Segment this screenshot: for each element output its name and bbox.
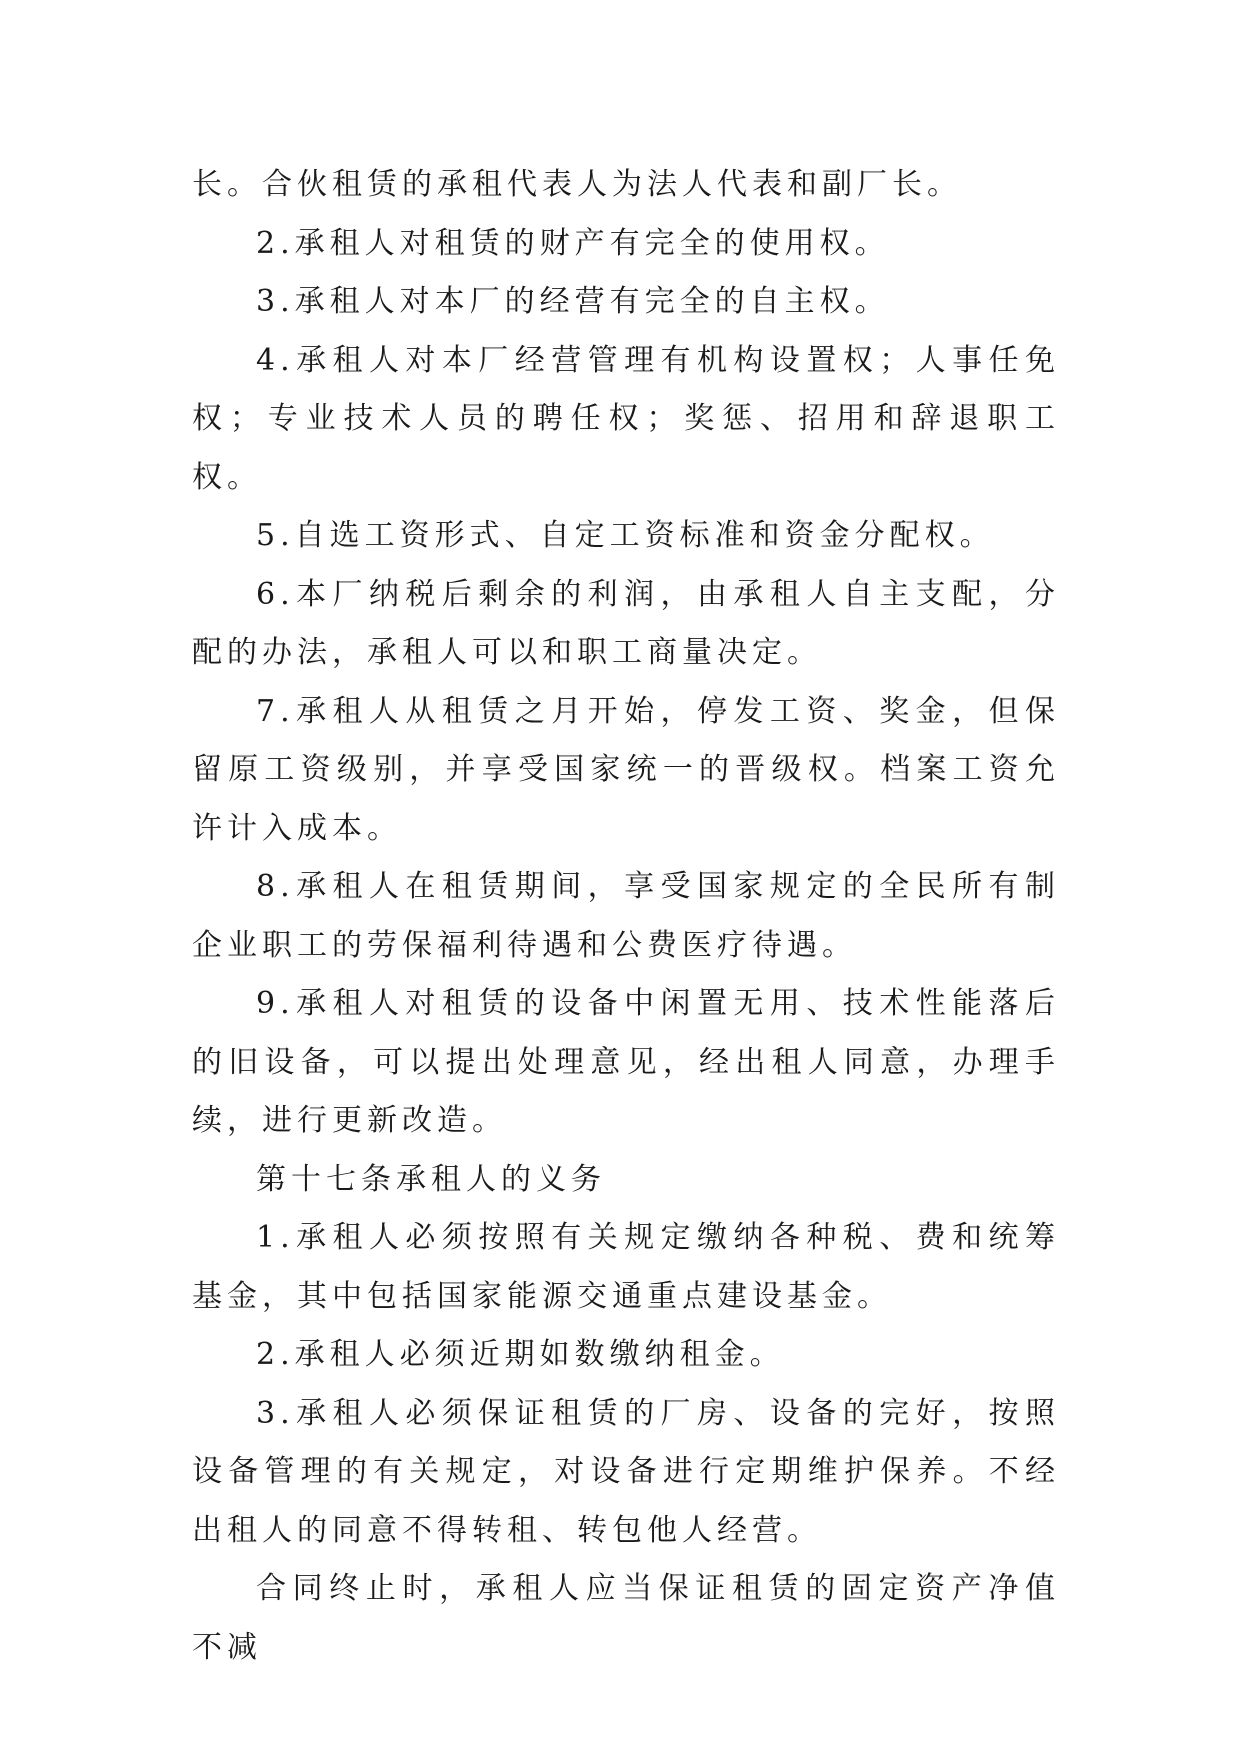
document-body — [192, 156, 1060, 1677]
paragraph-contract-termination: 合同终止时，承租人应当保证租赁的固定资产净值不减 — [192, 1571, 1060, 1665]
paragraph-item-5: 5.自选工资形式、自定工资标准和资金分配权。 — [256, 518, 995, 553]
paragraph-continuation: 长。合伙租赁的承租代表人为法人代表和副厂长。 — [192, 167, 962, 202]
paragraph-item-7: 7.承租人从租赁之月开始，停发工资、奖金，但保留原工资级别，并享受国家统一的晋级权。档案工资允许计入成本。 — [192, 693, 1060, 846]
obligation-item-1: 1.承租人必须按照有关规定缴纳各种税、费和统筹基金，其中包括国家能源交通重点建设基金。 — [192, 1220, 1060, 1314]
paragraph-item-3: 3.承租人对本厂的经营有完全的自主权。 — [256, 284, 890, 319]
obligation-item-2: 2.承租人必须近期如数缴纳租金。 — [256, 1337, 785, 1372]
paragraph-item-9: 9.承租人对租赁的设备中闲置无用、技术性能落后的旧设备，可以提出处理意见，经出租人同意，办理手续，进行更新改造。 — [192, 986, 1060, 1138]
paragraph-item-6: 6.本厂纳税后剩余的利润，由承租人自主支配，分配的办法，承租人可以和职工商量决定。 — [192, 576, 1060, 670]
paragraph-item-2: 2.承租人对租赁的财产有完全的使用权。 — [256, 225, 890, 261]
paragraph-item-8: 8.承租人在租赁期间，享受国家规定的全民所有制企业职工的劳保福利待遇和公费医疗待遇。 — [192, 869, 1060, 963]
article-heading-17: 第十七条承租人的义务 — [256, 1161, 606, 1197]
paragraph-item-4: 4.承租人对本厂经营管理有机构设置权；人事任免权；专业技术人员的聘任权；奖惩、招用和辞退职工权。 — [192, 342, 1060, 495]
obligation-item-3: 3.承租人必须保证租赁的厂房、设备的完好，按照设备管理的有关规定，对设备进行定期维护保养。不经出租人的同意不得转租、转包他人经营。 — [192, 1395, 1060, 1548]
